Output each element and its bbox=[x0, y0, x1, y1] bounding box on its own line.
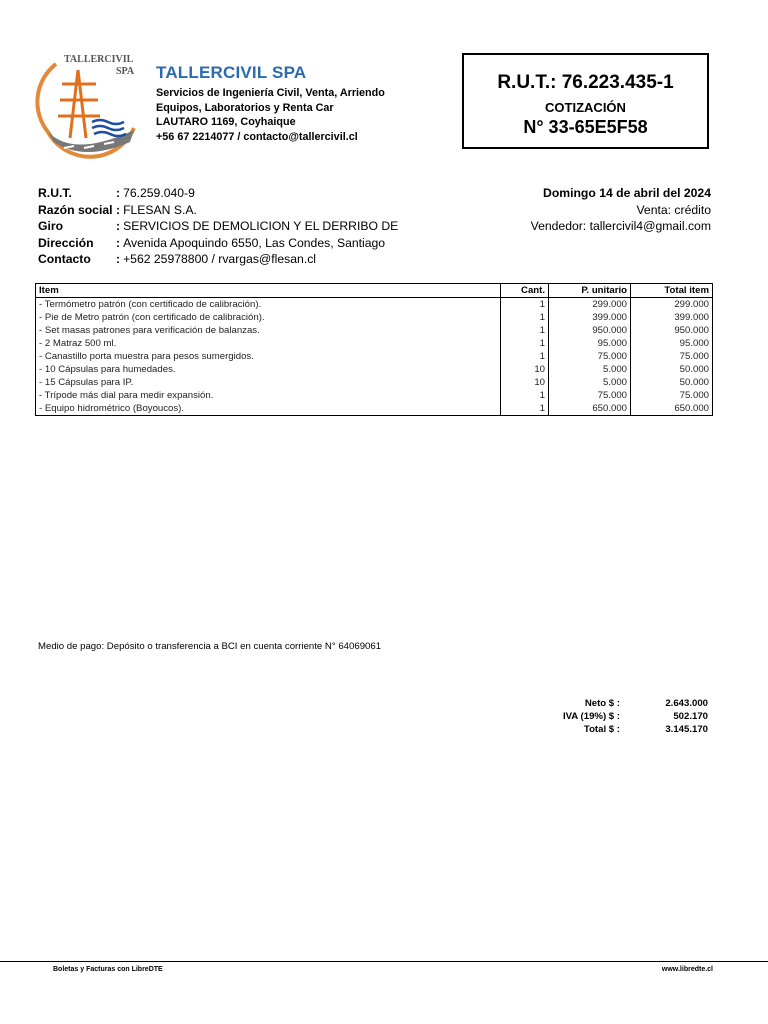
net-label: Neto $ : bbox=[584, 698, 620, 709]
item-unit-price: 950.000 bbox=[549, 324, 631, 337]
header-unit-price: P. unitario bbox=[549, 284, 631, 298]
item-desc: - Set masas patrones para verificación de balanzas. bbox=[36, 324, 501, 337]
item-qty: 1 bbox=[501, 311, 549, 324]
quote-meta bbox=[531, 185, 711, 235]
item-unit-price: 75.000 bbox=[549, 350, 631, 363]
item-desc: - Termómetro patrón (con certificado de calibración). bbox=[36, 298, 501, 312]
sale-type: Venta: crédito bbox=[636, 202, 711, 217]
items-table bbox=[35, 283, 713, 416]
iva-label: IVA (19%) $ : bbox=[562, 711, 620, 722]
client-label: Razón social bbox=[38, 202, 113, 217]
company-name: TALLERCIVIL SPA bbox=[156, 63, 307, 82]
totals-row bbox=[540, 697, 708, 710]
item-unit-price: 75.000 bbox=[549, 389, 631, 402]
client-label: Dirección bbox=[38, 235, 94, 250]
item-unit-price: 5.000 bbox=[549, 363, 631, 376]
company-line: +56 67 2214077 / contacto@tallercivil.cl bbox=[156, 130, 358, 143]
net-value: 2.643.000 bbox=[665, 698, 708, 709]
total-value: 3.145.170 bbox=[665, 724, 708, 735]
document-type: COTIZACIÓN bbox=[545, 100, 626, 115]
footer-link[interactable]: www.libredte.cl bbox=[661, 966, 713, 973]
issuer-rut: R.U.T.: 76.223.435-1 bbox=[497, 72, 674, 93]
item-desc: - 15 Cápsulas para IP. bbox=[36, 376, 501, 389]
client-row: Contacto : +562 25978800 / rvargas@flesan.cl bbox=[38, 252, 317, 266]
table-header-row bbox=[36, 284, 713, 298]
company-details bbox=[156, 86, 385, 144]
table-row bbox=[36, 337, 713, 350]
seller: Vendedor: tallercivil4@gmail.com bbox=[530, 219, 711, 233]
company-line: Equipos, Laboratorios y Renta Car bbox=[156, 101, 334, 114]
item-unit-price: 5.000 bbox=[549, 376, 631, 389]
company-line: LAUTARO 1169, Coyhaique bbox=[156, 116, 296, 128]
client-label: Giro bbox=[38, 219, 64, 233]
client-info bbox=[38, 185, 398, 268]
client-value: FLESAN S.A. bbox=[123, 202, 197, 217]
header-qty: Cant. bbox=[501, 284, 549, 298]
table-row bbox=[36, 324, 713, 337]
iva-value: 502.170 bbox=[673, 711, 708, 722]
totals-block bbox=[540, 697, 708, 736]
total-label: Total $ : bbox=[583, 724, 620, 735]
item-total: 950.000 bbox=[631, 324, 713, 337]
item-total: 299.000 bbox=[631, 298, 713, 312]
item-qty: 1 bbox=[501, 350, 549, 363]
item-qty: 10 bbox=[501, 376, 549, 389]
item-total: 50.000 bbox=[631, 376, 713, 389]
totals-row bbox=[540, 710, 708, 723]
client-value: SERVICIOS DE DEMOLICION Y EL DERRIBO DE bbox=[123, 219, 399, 233]
header-total: Total item bbox=[631, 284, 713, 298]
item-qty: 1 bbox=[501, 298, 549, 312]
table-row bbox=[36, 350, 713, 363]
item-total: 75.000 bbox=[631, 389, 713, 402]
item-total: 50.000 bbox=[631, 363, 713, 376]
client-label: R.U.T. bbox=[38, 186, 72, 200]
client-row: Giro : SERVICIOS DE DEMOLICION Y EL DERRIBO DE bbox=[38, 219, 399, 233]
item-qty: 1 bbox=[501, 389, 549, 402]
item-unit-price: 95.000 bbox=[549, 337, 631, 350]
table-row bbox=[36, 402, 713, 416]
item-desc: - Equipo hidrométrico (Boyoucos). bbox=[36, 402, 501, 416]
item-desc: - 10 Cápsulas para humedades. bbox=[36, 363, 501, 376]
item-qty: 10 bbox=[501, 363, 549, 376]
quote-date: Domingo 14 de abril del 2024 bbox=[543, 186, 711, 200]
company-line: Servicios de Ingeniería Civil, Venta, Arriendo bbox=[156, 87, 385, 99]
rut-box bbox=[462, 53, 709, 149]
client-row: R.U.T. : 76.259.040-9 bbox=[38, 186, 195, 200]
item-qty: 1 bbox=[501, 324, 549, 337]
item-unit-price: 299.000 bbox=[549, 298, 631, 312]
table-row bbox=[36, 376, 713, 389]
item-desc: - 2 Matraz 500 ml. bbox=[36, 337, 501, 350]
client-row: Razón social : FLESAN S.A. bbox=[38, 202, 197, 217]
document-number: N° 33-65E5F58 bbox=[523, 117, 648, 137]
totals-row bbox=[540, 723, 708, 736]
client-value: 76.259.040-9 bbox=[123, 186, 195, 200]
item-total: 650.000 bbox=[631, 402, 713, 416]
header-item: Item bbox=[36, 284, 501, 298]
company-logo bbox=[34, 50, 146, 160]
footer-left-text: Boletas y Facturas con LibreDTE bbox=[53, 966, 163, 973]
client-row: Dirección : Avenida Apoquindo 6550, Las Condes, Santiago bbox=[38, 235, 386, 250]
client-value: +562 25978800 / rvargas@flesan.cl bbox=[123, 252, 317, 266]
table-row bbox=[36, 311, 713, 324]
item-desc: - Canastillo porta muestra para pesos sumergidos. bbox=[36, 350, 501, 363]
client-value: Avenida Apoquindo 6550, Las Condes, Santiago bbox=[123, 235, 386, 250]
table-row bbox=[36, 389, 713, 402]
item-desc: - Pie de Metro patrón (con certificado de calibración). bbox=[36, 311, 501, 324]
item-qty: 1 bbox=[501, 337, 549, 350]
item-qty: 1 bbox=[501, 402, 549, 416]
item-total: 95.000 bbox=[631, 337, 713, 350]
logo-text-top: TALLERCIVIL bbox=[64, 54, 134, 65]
client-label: Contacto bbox=[38, 252, 91, 266]
payment-method: Medio de pago: Depósito o transferencia a BCI en cuenta corriente N° 64069061 bbox=[38, 641, 382, 652]
logo-water-icon bbox=[92, 120, 126, 136]
footer-divider bbox=[0, 961, 768, 962]
item-unit-price: 399.000 bbox=[549, 311, 631, 324]
logo-text-bottom: SPA bbox=[116, 66, 135, 77]
table-row bbox=[36, 363, 713, 376]
item-desc: - Trípode más dial para medir expansión. bbox=[36, 389, 501, 402]
item-unit-price: 650.000 bbox=[549, 402, 631, 416]
item-total: 399.000 bbox=[631, 311, 713, 324]
table-row bbox=[36, 298, 713, 312]
item-total: 75.000 bbox=[631, 350, 713, 363]
